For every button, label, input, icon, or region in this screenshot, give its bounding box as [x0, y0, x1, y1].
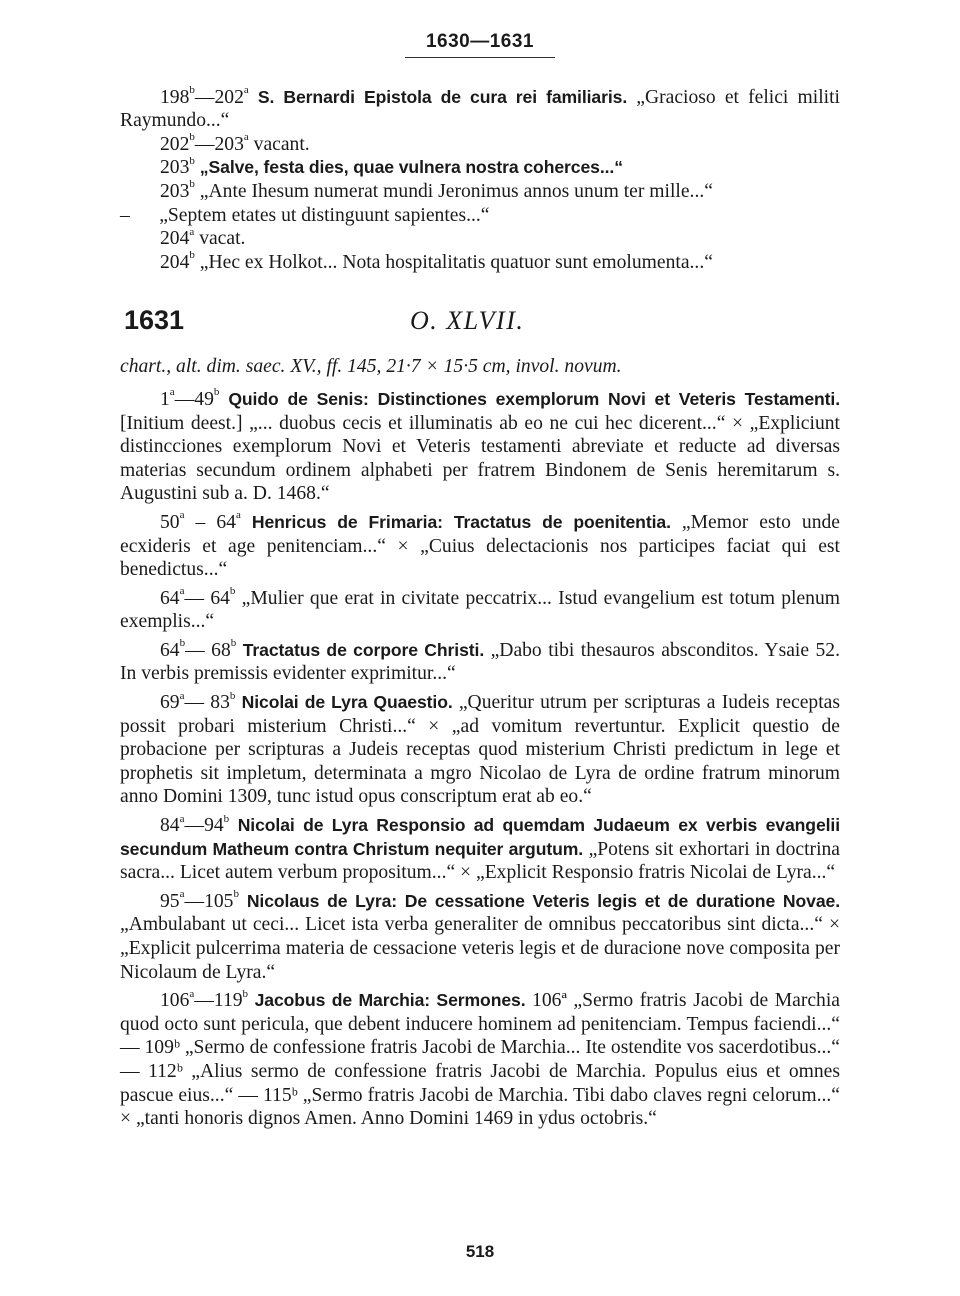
- entry-198b-202a: [120, 86, 840, 133]
- folio-start: 69: [160, 692, 180, 714]
- entry-text: „Dabo tibi thesauros absconditos. Ysaie 52. In verbis premissis evidenter exprimitur...“: [120, 639, 841, 685]
- folio-side: a: [179, 689, 185, 702]
- entry-title: S. Bernardi Epistola de cura rei familiaris.: [257, 86, 628, 107]
- folio-end: 68: [211, 639, 231, 661]
- folio-side: a: [169, 386, 175, 399]
- folio-side: a: [179, 585, 185, 598]
- folio-separator: —: [174, 388, 195, 410]
- entry-203b-ante-ihesum: [120, 180, 840, 204]
- folio-separator: –: [184, 511, 217, 533]
- catalogue-page: [120, 30, 840, 1131]
- folio-end: 83: [210, 692, 230, 714]
- folio-start: 64: [160, 587, 180, 609]
- folio-side: b: [230, 637, 237, 650]
- folio-start: 64: [160, 639, 180, 661]
- entry-84a-94b: [120, 814, 840, 885]
- entry-title: Jacobus de Marchia: Sermones.: [254, 990, 526, 1011]
- entry-text: 106ª „Sermo fratris Jacobi de Marchia quod octo sunt pericula, que debent inducere hominem ad penitenciam. Tempus faciendi...“ — 109ᵇ „Sermo de confessione fratris Jacobi de Marchia... Ite ostendite vos sacerdotibus...“ — 112ᵇ „Alius sermo de confessione fratris Jacobi de Marchia. Populus eius et omnes pascue eius...“ — 115ᵇ „Sermo fratris Jacobi de Marchia. Tibi dabo claves regni celorum...“ × „tanti honoris dignos Amen. Anno Domini 1469 in ydus octobris.“: [120, 990, 840, 1130]
- entry-text: vacant.: [253, 133, 310, 155]
- entry-title: Nicolaus de Lyra: De cessatione Veteris legis et de duratione Novae.: [246, 890, 840, 911]
- folio-separator: —: [194, 133, 215, 155]
- folio-end: 202: [214, 86, 244, 108]
- manuscript-contents: [120, 388, 840, 1131]
- manuscript-heading: [120, 305, 840, 349]
- folio-side: b: [229, 585, 236, 598]
- folio-side: b: [179, 637, 186, 650]
- entry-204a: [120, 227, 840, 251]
- running-head-rule: [405, 57, 555, 58]
- entry-204b: [120, 251, 840, 275]
- folio-side: a: [243, 84, 249, 97]
- entry-50a-64a: [120, 511, 840, 582]
- entry-106a-119b: [120, 989, 840, 1131]
- folio-end: 105: [204, 890, 234, 912]
- folio-side: a: [179, 509, 185, 522]
- entry-text: „Hec ex Holkot... Nota hospitalitatis quatuor sunt emolumenta...“: [199, 251, 713, 273]
- folio-side: b: [189, 84, 195, 97]
- folio-start: 106: [160, 990, 190, 1012]
- entry-text: „Mulier que erat in civitate peccatrix... Istud evangelium est totum plenum exemplis...“: [120, 587, 841, 633]
- folio-side: a: [179, 888, 185, 901]
- folio-separator: —: [184, 890, 205, 912]
- manuscript-number: 1631: [124, 305, 185, 336]
- entry-title: Nicolai de Lyra Responsio ad quemdam Judaeum ex verbis evangelii secundum Matheum contra Christum nequiter argutum.: [120, 815, 840, 859]
- entry-text: „Septem etates ut distinguunt sapientes...“: [159, 204, 490, 226]
- folio-side: b: [189, 154, 195, 167]
- folio-separator: —: [184, 587, 211, 609]
- entry-title: Tractatus de corpore Christi.: [242, 639, 485, 660]
- entry-text: „Memor esto unde ecxideris et age penitenciam...“ × „Cuius delectacionis nos participes faciat qui est benedictus...“: [120, 511, 840, 581]
- folio-end: 203: [214, 133, 244, 155]
- folio-side: a: [243, 131, 249, 144]
- folio-side: b: [189, 178, 195, 191]
- entry-text: vacat.: [199, 228, 246, 250]
- entry-text: „Ambulabant ut ceci... Licet ista verba generaliter de omnibus peccatoribus sint dicta...“ × „Explicit pulcerrima materia de cessacione veteris legis et de duracione nove composita per Nicolaum de Lyra.“: [120, 914, 840, 983]
- folio-separator: —: [184, 815, 205, 837]
- folio-start: 1: [160, 388, 170, 410]
- folio-side: a: [179, 812, 185, 825]
- folio-end: 64: [216, 511, 236, 533]
- folio-side: b: [242, 987, 249, 1000]
- folio-start: 204: [160, 228, 190, 250]
- folio-side: b: [189, 249, 195, 262]
- page-number: 518: [465, 1242, 495, 1261]
- entry-64a-64b: [120, 587, 840, 634]
- folio-separator: —: [185, 639, 212, 661]
- folio-side: a: [189, 225, 195, 238]
- folio-start: 95: [160, 890, 180, 912]
- folio-end: 94: [204, 815, 224, 837]
- folio-start: 198: [160, 86, 190, 108]
- entry-1a-49b: [120, 388, 840, 506]
- entry-title: „Salve, festa dies, quae vulnera nostra coherces...“: [199, 157, 623, 178]
- folio-side: b: [213, 386, 220, 399]
- folio-side: a: [189, 987, 195, 1000]
- folio-start: 50: [160, 511, 180, 533]
- folio-start: 203: [160, 157, 190, 179]
- entry-95a-105b: [120, 890, 840, 984]
- entry-69a-83b: [120, 691, 840, 809]
- folio-side: a: [235, 509, 241, 522]
- entry-202b-203a: [120, 133, 840, 157]
- entry-64b-68b: [120, 639, 840, 686]
- entry-203b-salve: [120, 156, 840, 180]
- entry-text: „Gracioso et felici militi Raymundo...“: [120, 86, 840, 132]
- entry-text: „Potens sit exhortari in doctrina sacra... Licet autem verbum propositum...“ × „Explicit Responsio fratris Nicolai de Lyra...“: [120, 838, 841, 884]
- entry-septem-etates: [120, 204, 840, 228]
- folio-side: b: [223, 812, 230, 825]
- folio-separator: —: [194, 86, 215, 108]
- folio-end: 49: [194, 388, 214, 410]
- folio-side: b: [233, 888, 239, 901]
- folio-separator: —: [184, 692, 211, 714]
- entry-text: „Ante Ihesum numerat mundi Jeronimus annos unum ter mille...“: [199, 180, 713, 202]
- running-head: 1630—1631: [425, 31, 535, 52]
- folio-start: 204: [160, 251, 190, 273]
- entry-title: Henricus de Frimaria: Tractatus de poenitentia.: [251, 511, 671, 532]
- folio-start: 84: [160, 815, 180, 837]
- folio-side: b: [229, 689, 236, 702]
- entry-title: Nicolai de Lyra Quaestio.: [241, 692, 453, 713]
- previous-manuscript-entries: [120, 86, 840, 275]
- entry-title: Quido de Senis: Distinctiones exemplorum Novi et Veteris Testamenti.: [228, 388, 841, 409]
- manuscript-description: chart., alt. dim. saec. XV., ff. 145, 21·7 × 15·5 cm, invol. novum.: [120, 356, 622, 378]
- entry-text: [Initium deest.] „... duobus cecis et illuminatis ab eo ne cui hec dicerent...“ × „Expliciunt distincciones exemplorum Novi et Veteris testamenti abreviate et reducte ad diversas materias secundum ordinem alphabeti per fratrem Bindonem de Senis heremitarum s. Augustini sub a. D. 1468.“: [120, 412, 840, 505]
- folio-end: 64: [210, 587, 230, 609]
- entry-text: „Queritur utrum per scripturas a Iudeis receptas possit probari misterium Christi...“ × „ad vomitum revertuntur. Explicit questio de probacione per scripturas a Judeis receptas quod misterium Christi predictum in lege et prophetis sit impletum, determinata a mgro Nicolao de Lyra de ordine fratrum minorum anno Domini 1309, tunc istud opus conscriptum erat ab eo.“: [120, 692, 840, 808]
- manuscript-shelfmark: O. XLVII.: [410, 306, 525, 336]
- folio-start: 202: [160, 133, 190, 155]
- folio-start: 203: [160, 180, 190, 202]
- folio-end: 119: [213, 990, 243, 1012]
- folio-side: b: [189, 131, 195, 144]
- dash-separator: –: [120, 204, 135, 226]
- folio-separator: —: [194, 990, 214, 1012]
